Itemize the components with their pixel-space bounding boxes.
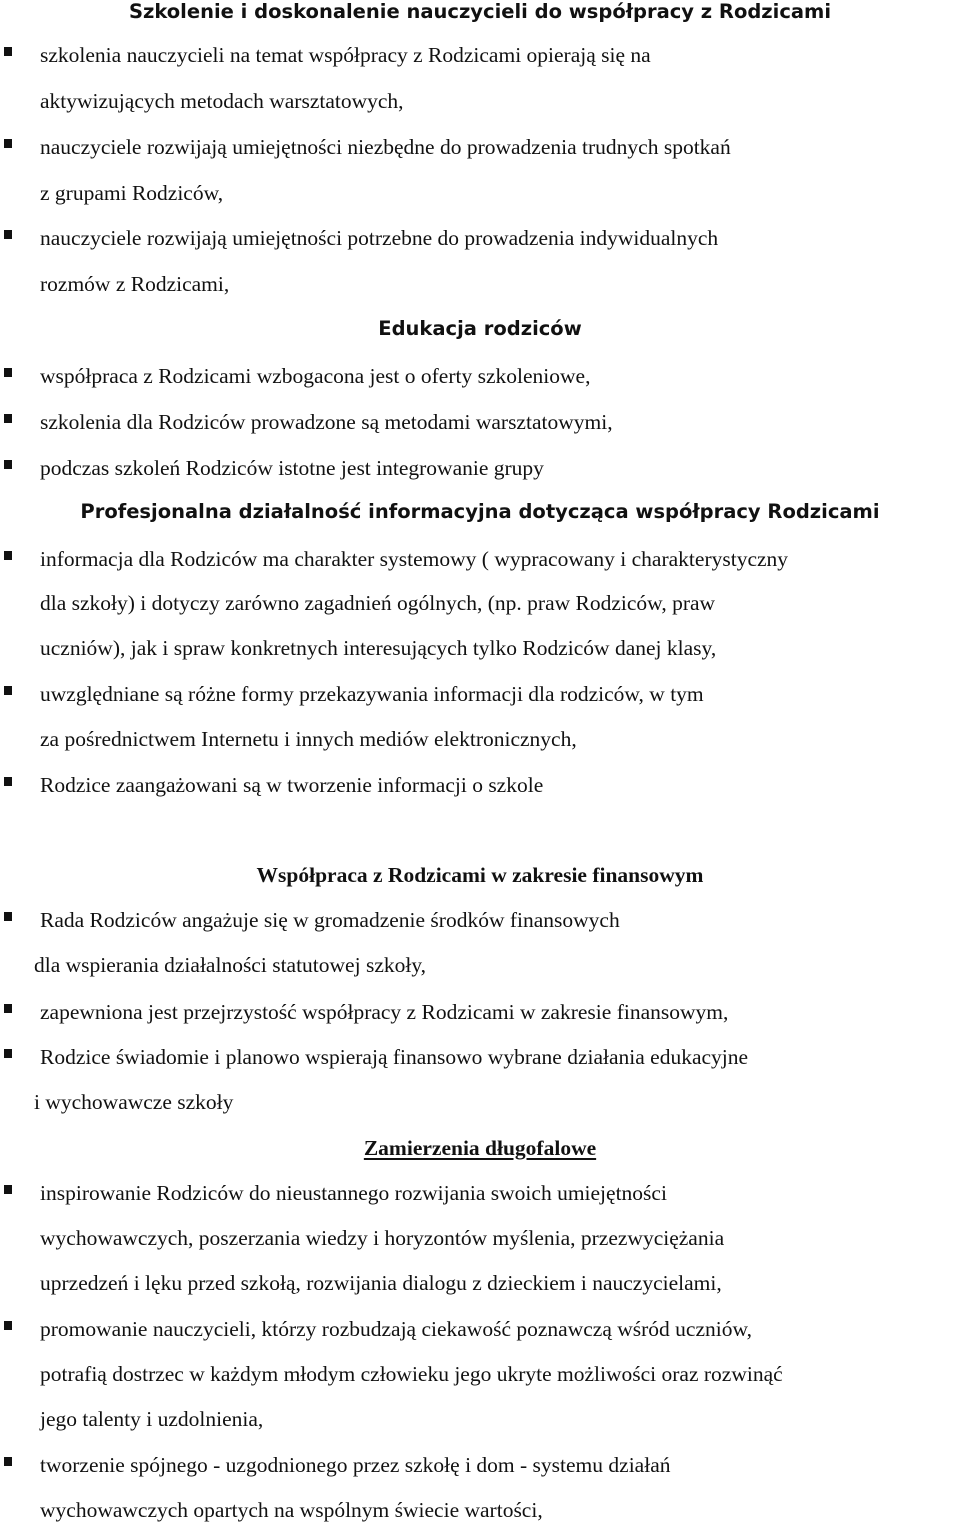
- list-item-line: za pośrednictwem Internetu i innych mediów elektronicznych,: [40, 727, 577, 751]
- list-item-line: i wychowawcze szkoły: [34, 1090, 234, 1114]
- square-bullet-icon: [4, 368, 12, 377]
- list-item-line: Rada Rodziców angażuje się w gromadzenie środków finansowych: [40, 908, 620, 932]
- list-item-line: szkolenia dla Rodziców prowadzone są metodami warsztatowymi,: [40, 410, 613, 434]
- square-bullet-icon: [4, 1004, 12, 1013]
- list-item-line: współpraca z Rodzicami wzbogacona jest o oferty szkoleniowe,: [40, 364, 591, 388]
- list-item-line: zapewniona jest przejrzystość współpracy z Rodzicami w zakresie finansowym,: [40, 1000, 729, 1024]
- square-bullet-icon: [4, 1049, 12, 1058]
- section-5-title-text: Zamierzenia długofalowe: [363, 1136, 597, 1160]
- list-item-line: wychowawczych, poszerzania wiedzy i horyzontów myślenia, przezwyciężania: [40, 1226, 725, 1250]
- list-item-line: aktywizujących metodach warsztatowych,: [40, 89, 404, 113]
- square-bullet-icon: [4, 414, 12, 423]
- list-item-line: Rodzice świadomie i planowo wspierają finansowo wybrane działania edukacyjne: [40, 1045, 749, 1069]
- square-bullet-icon: [4, 551, 12, 560]
- square-bullet-icon: [4, 1457, 12, 1466]
- list-item-line: podczas szkoleń Rodziców istotne jest integrowanie grupy: [40, 456, 544, 480]
- square-bullet-icon: [4, 47, 12, 56]
- list-item-line: jego talenty i uzdolnienia,: [40, 1407, 264, 1431]
- square-bullet-icon: [4, 1321, 12, 1330]
- square-bullet-icon: [4, 460, 12, 469]
- list-item-line: informacja dla Rodziców ma charakter systemowy ( wypracowany i charakterystyczny: [40, 547, 789, 571]
- list-item-line: nauczyciele rozwijają umiejętności potrzebne do prowadzenia indywidualnych: [40, 226, 719, 250]
- square-bullet-icon: [4, 912, 12, 921]
- list-item-line: nauczyciele rozwijają umiejętności niezbędne do prowadzenia trudnych spotkań: [40, 135, 731, 159]
- section-5-title: [0, 1133, 960, 1163]
- list-item-line: tworzenie spójnego - uzgodnionego przez szkołę i dom - systemu działań: [40, 1453, 671, 1477]
- list-item-line: dla szkoły) i dotyczy zarówno zagadnień ogólnych, (np. praw Rodziców, praw: [40, 591, 716, 615]
- list-item-line: uwzględniane są różne formy przekazywania informacji dla rodziców, w tym: [40, 682, 704, 706]
- square-bullet-icon: [4, 686, 12, 695]
- square-bullet-icon: [4, 139, 12, 148]
- list-item-line: wychowawczych opartych na wspólnym świecie wartości,: [40, 1498, 543, 1522]
- section-1-title: Szkolenie i doskonalenie nauczycieli do współpracy z Rodzicami: [128, 0, 832, 23]
- square-bullet-icon: [4, 1185, 12, 1194]
- square-bullet-icon: [4, 230, 12, 239]
- list-item-line: inspirowanie Rodziców do nieustannego rozwijania swoich umiejętności: [40, 1181, 667, 1205]
- list-item-line: uczniów), jak i spraw konkretnych interesujących tylko Rodziców danej klasy,: [40, 636, 717, 660]
- list-item-line: promowanie nauczycieli, którzy rozbudzają ciekawość poznawczą wśród uczniów,: [40, 1317, 752, 1341]
- list-item-line: z grupami Rodziców,: [40, 181, 224, 205]
- list-item-line: rozmów z Rodzicami,: [40, 272, 230, 296]
- section-2-title: Edukacja rodziców: [378, 317, 582, 340]
- list-item-line: szkolenia nauczycieli na temat współpracy z Rodzicami opierają się na: [40, 43, 651, 67]
- list-item-line: uprzedzeń i lęku przed szkołą, rozwijania dialogu z dzieckiem i nauczycielami,: [40, 1271, 722, 1295]
- list-item-line: potrafią dostrzec w każdym młodym człowieku jego ukryte możliwości oraz rozwinąć: [40, 1362, 783, 1386]
- list-item-line: Rodzice zaangażowani są w tworzenie informacji o szkole: [40, 773, 544, 797]
- section-4-title: Współpraca z Rodzicami w zakresie finansowym: [256, 863, 704, 887]
- section-3-title: Profesjonalna działalność informacyjna dotycząca współpracy Rodzicami: [80, 500, 880, 523]
- square-bullet-icon: [4, 777, 12, 786]
- list-item-line: dla wspierania działalności statutowej szkoły,: [34, 953, 427, 977]
